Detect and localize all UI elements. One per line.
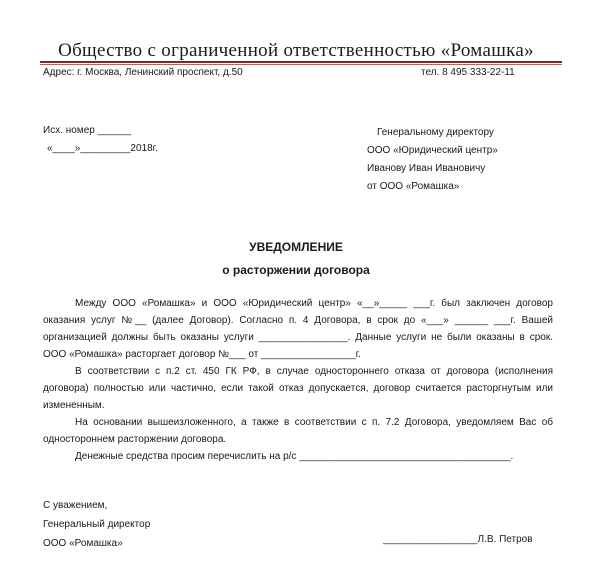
body-paragraph: Между ООО «Ромашка» и ООО «Юридический центр» «__»_____ ___г. был заключен договор оказания услуг №__ (далее Договор). Согласно п. 4 Договора, в срок до «___» ______ ___г. Вашей организацией должны быть оказаны услуги ________________. Данные услуги не были оказаны в срок. ООО «Ромашка» расторгает договор №___ от _________________г. — [43, 298, 553, 360]
company-name: Общество с ограниченной ответственностью «Ромашка» — [58, 40, 534, 61]
header-rule — [40, 61, 562, 63]
company-phone: тел. 8 495 333-22-11 — [421, 67, 515, 78]
outgoing-date: «____»_________2018г. — [47, 143, 158, 154]
recipient-block — [367, 124, 498, 196]
signature-line: _________________Л.В. Петров — [383, 534, 533, 545]
recipient-line: Генеральному директору — [377, 127, 494, 138]
letter-body — [43, 295, 553, 465]
company-address: Адрес: г. Москва, Ленинский проспект, д.50 — [43, 67, 243, 78]
outgoing-number: Исх. номер ______ — [43, 125, 131, 136]
closing-regards: С уважением, — [43, 500, 108, 511]
header-rule-thin — [40, 64, 562, 65]
signer-organization: ООО «Ромашка» — [43, 538, 123, 549]
body-paragraph: Денежные средства просим перечислить на р/с ______________________________________. — [75, 451, 514, 462]
body-paragraph: На основании вышеизложенного, а также в соответствии с п. 7.2 Договора, уведомляем Вас об одностороннем расторжении договора. — [43, 417, 553, 445]
signer-position: Генеральный директор — [43, 519, 151, 530]
recipient-line: ООО «Юридический центр» — [367, 145, 498, 156]
recipient-line: Иванову Иван Ивановичу — [367, 163, 486, 174]
body-paragraph: В соответствии с п.2 ст. 450 ГК РФ, в случае одностороннего отказа от договора (исполнения договора) полностью или частично, если такой отказ допускается, договор считается расторгнутым или измененным. — [43, 366, 553, 411]
document-title: УВЕДОМЛЕНИЕ — [249, 240, 343, 254]
recipient-line: от ООО «Ромашка» — [367, 181, 460, 192]
closing-block — [43, 496, 150, 553]
document-subtitle: о расторжении договора — [222, 263, 370, 277]
